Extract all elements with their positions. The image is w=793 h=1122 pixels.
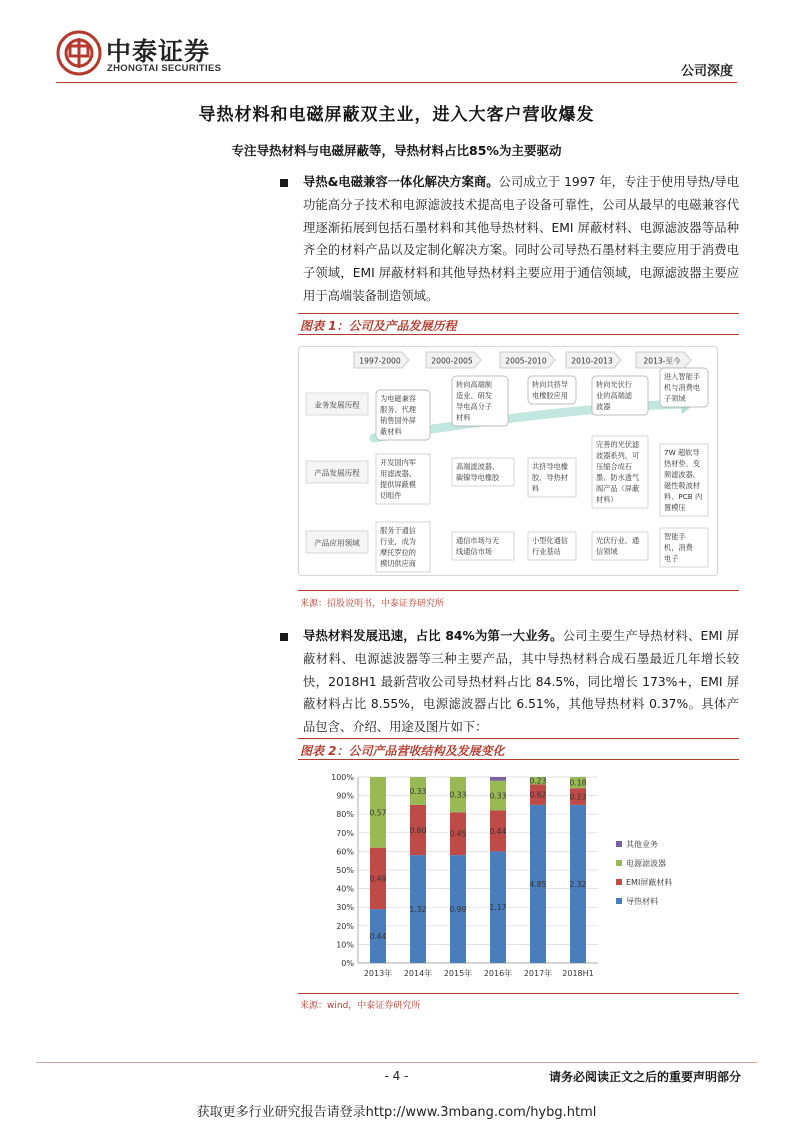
application-text: 服务于通信 [380, 526, 416, 535]
x-tick-label: 2014年 [403, 969, 433, 978]
period-label: 2010-2013 [571, 356, 613, 366]
paragraph-lead: 导热材料发展迅速，占比 84%为第一大业务。 [303, 629, 563, 643]
y-tick-label: 70% [336, 828, 354, 838]
data-label: 0.62 [529, 790, 547, 800]
business-text: 为电磁兼容 [380, 394, 416, 403]
business-text: 服务、代理 [380, 405, 416, 414]
business-text: 导电高分子 [456, 402, 492, 411]
paragraph-body: 公司成立于 1997 年，专注于使用导热/导电功能高分子技术和电源滤波技术提高电子设备可靠性，公司从最早的电磁兼容代理逐渐拓展到包括石墨材料和其他导热材料、EMI 屏蔽材料、电源滤波器等品种齐全的材料产品以及定制化解决方案。同时公司导热石墨材料主要应用于消费电子领域，EMI 屏蔽材料和其他导热材料主要应用于通信领域，电源滤波器主要应用于高端装备制造领域。 [303, 175, 739, 303]
data-label: 2.32 [569, 879, 587, 889]
period-label: 2000-2005 [431, 356, 473, 366]
application-text: 信领域 [596, 547, 618, 556]
business-text: 业的高端滤 [596, 391, 632, 400]
legend-swatch [616, 898, 622, 904]
footer-divider [36, 1062, 757, 1063]
business-text: 材料 [456, 413, 471, 422]
row-label: 产品应用领域 [314, 538, 360, 548]
x-tick-label: 2013年 [363, 969, 393, 978]
business-text: 销售国外屏 [380, 416, 416, 425]
product-text: 共挤导电橡 [532, 462, 568, 471]
legend-swatch [616, 841, 622, 847]
product-text: 用滤波器、 [380, 469, 416, 478]
application-text: 摩托罗拉的 [380, 548, 416, 557]
application-text: 行业基站 [532, 547, 561, 556]
section-subtitle: 专注导热材料与电磁屏蔽等，导热材料占比85%为主要驱动 [231, 143, 562, 158]
legend-label: 导热材料 [626, 897, 658, 906]
x-tick-label: 2015年 [443, 969, 473, 978]
business-text: 机与消费电 [664, 383, 700, 392]
business-text: 转向共挤导 [532, 380, 568, 389]
figure-2-bottom-rule [298, 993, 739, 994]
paragraph-company-intro [303, 171, 739, 308]
product-text: 频滤波器、 [664, 470, 700, 479]
legend-label: 电源滤波器 [626, 859, 666, 868]
x-tick-label: 2018H1 [562, 969, 594, 978]
revenue-structure-chart [298, 765, 739, 990]
row-label: 业务发展历程 [314, 400, 360, 410]
document-type-label: 公司深度 [680, 64, 733, 79]
data-label: 0.57 [369, 808, 387, 818]
header-divider [56, 82, 737, 83]
product-text: 完善的光伏滤 [596, 440, 640, 449]
data-label: 0.33 [489, 791, 507, 801]
logo-english-name: ZHONGTAI SECURITIES [107, 63, 222, 74]
page-header [0, 0, 793, 90]
figure-1-source: 来源：招股说明书，中泰证券研究所 [300, 599, 445, 609]
product-text: 磁性吸波材 [664, 481, 700, 490]
y-tick-label: 10% [336, 940, 354, 950]
data-label: 0.23 [569, 792, 587, 802]
company-logo [56, 30, 246, 78]
application-text: 模切供应商 [380, 559, 416, 568]
application-text: 行业，成为 [380, 537, 416, 546]
data-label: 0.99 [449, 905, 467, 915]
y-tick-label: 30% [336, 903, 354, 913]
figure-2-title: 图表 2：公司产品营收结构及发展变化 [298, 738, 739, 760]
product-text: 热材垫、变 [664, 459, 700, 468]
footer-website-link[interactable]: 获取更多行业研究报告请登录http://www.3mbang.com/hybg.html [196, 1105, 597, 1120]
data-label: 1.17 [489, 903, 507, 913]
row-label: 产品发展历程 [314, 468, 360, 478]
product-text: 压缩合成石 [596, 462, 632, 471]
data-label: 0.18 [569, 778, 587, 788]
product-text: 7W 超软导 [664, 448, 700, 457]
product-text: 切组件 [380, 491, 402, 500]
logo-chinese-name: 中泰证券 [106, 37, 211, 66]
business-text: 子领域 [664, 394, 686, 403]
product-text: 材料） [596, 495, 618, 504]
disclaimer-note: 请务必阅读正文之后的重要声明部分 [548, 1070, 741, 1084]
application-text: 智能手 [664, 532, 686, 541]
application-text: 小型化通信 [532, 536, 568, 545]
product-text: 料、PCB 内 [664, 492, 703, 501]
application-text: 光伏行业、通 [596, 536, 640, 545]
product-text: 高端滤波器、 [456, 462, 500, 471]
x-tick-label: 2016年 [483, 969, 513, 978]
business-text: 转向高端制 [456, 380, 492, 389]
product-text: 置模压 [664, 503, 686, 512]
bar-segment [490, 777, 506, 781]
business-text: 电橡胶应用 [532, 391, 568, 400]
paragraph-body: 公司主要生产导热材料、EMI 屏蔽材料、电源滤波器等三种主要产品，其中导热材料合成石墨最近几年增长较快，2018H1 最新营收公司导热材料占比 84.5%，同比增长 173%+，EMI 屏蔽材料占比 8.55%，电源滤波器占比 6.51%，其他导热材料 0.37%。具体产品包含、介绍、用途及图片如下： [303, 629, 739, 735]
application-text: 机，消费 [664, 543, 693, 552]
y-tick-label: 100% [331, 773, 354, 782]
y-tick-label: 0% [341, 959, 354, 968]
application-text: 通信市场与无 [456, 536, 500, 545]
data-label: 0.44 [369, 932, 387, 942]
product-text: 墨、防水透气 [596, 473, 640, 482]
legend-label: EMI屏蔽材料 [626, 878, 673, 887]
legend-swatch [616, 879, 622, 885]
application-text: 线通信市场 [456, 547, 492, 556]
development-history-diagram [298, 346, 718, 576]
business-text: 波器 [596, 402, 611, 411]
paragraph-revenue-structure [303, 625, 739, 739]
product-text: 料 [532, 484, 540, 493]
figure-1-title: 图表 1：公司及产品发展历程 [298, 313, 739, 335]
data-label: 4.85 [529, 879, 547, 889]
y-tick-label: 90% [336, 791, 354, 801]
product-text: 碳镍导电橡胶 [456, 473, 500, 482]
product-text: 提供屏蔽模 [380, 480, 416, 489]
data-label: 1.32 [409, 905, 427, 915]
data-label: 0.60 [409, 826, 427, 836]
period-label: 2013-至今 [643, 356, 681, 366]
legend-swatch [616, 860, 622, 866]
paragraph-lead: 导热&电磁兼容一体化解决方案商。 [303, 175, 499, 189]
business-text: 蔽材料 [380, 427, 402, 436]
y-tick-label: 60% [336, 847, 354, 857]
data-label: 0.23 [529, 776, 547, 786]
y-tick-label: 40% [336, 884, 354, 894]
section-title: 导热材料和电磁屏蔽双主业，进入大客户营收爆发 [198, 105, 595, 125]
figure-2-source: 来源：wind，中泰证券研究所 [300, 1001, 421, 1011]
business-text: 造业、研发 [456, 391, 492, 400]
legend-label: 其他业务 [626, 840, 658, 849]
business-text: 转向光伏行 [596, 380, 632, 389]
period-label: 2005-2010 [505, 356, 547, 366]
x-tick-label: 2017年 [523, 969, 553, 978]
y-tick-label: 80% [336, 810, 354, 820]
logo-mark-icon [56, 30, 102, 76]
page-number: - 4 - [384, 1069, 409, 1083]
figure-1-bottom-rule [298, 590, 739, 591]
data-label: 0.44 [489, 826, 507, 836]
application-text: 电子 [664, 554, 679, 563]
data-label: 0.33 [449, 790, 467, 800]
data-label: 0.33 [409, 786, 427, 796]
period-label: 1997-2000 [359, 356, 401, 366]
y-tick-label: 20% [336, 921, 354, 931]
data-label: 0.45 [449, 829, 467, 839]
business-text: 进入智能手 [664, 372, 700, 381]
bullet-marker [280, 633, 288, 641]
bullet-marker [280, 179, 288, 187]
product-text: 开发国内军 [380, 458, 416, 467]
product-text: 阀产品（屏蔽 [596, 484, 640, 493]
product-text: 胶、导热材 [532, 473, 568, 482]
data-label: 0.49 [369, 874, 387, 884]
y-tick-label: 50% [336, 866, 354, 875]
product-text: 波器系列，可 [596, 451, 640, 460]
